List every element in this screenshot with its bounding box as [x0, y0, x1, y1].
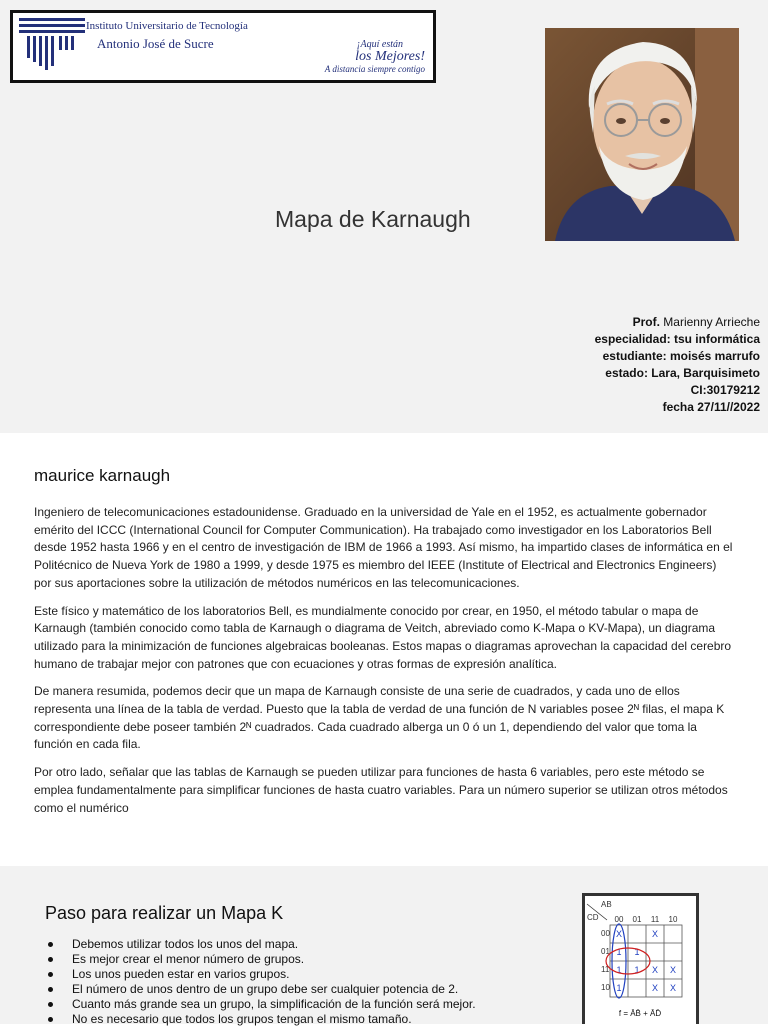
kmap-cell: X [651, 983, 659, 993]
author-info [595, 314, 760, 416]
kmap-var-left: CD [587, 913, 599, 922]
professor-name: Marienny Arrieche [663, 315, 760, 329]
state-line [595, 365, 760, 382]
kmap-row-label: 10 [601, 983, 610, 992]
student-line [595, 348, 760, 365]
kmap-col-label: 00 [614, 915, 624, 924]
list-item: Cuanto más grande sea un grupo, la simplificación de la función será mejor. [46, 997, 476, 1012]
list-item: El número de unos dentro de un grupo debe ser cualquier potencia de 2. [46, 982, 476, 997]
slogan-line3: A distancia siempre contigo [324, 64, 425, 74]
karnaugh-portrait [545, 28, 739, 241]
list-item: Es mejor crear el menor número de grupos. [46, 952, 476, 967]
biography-paragraph: De manera resumida, podemos decir que un mapa de Karnaugh consiste de una serie de cuadrados, y cada uno de ellos representa una línea de la tabla de verdad. Puesto que la tabla de verdad de una función de N variables posee 2ᴺ filas, el mapa K correspondiente debe poseer también 2ᴺ cuadrados. Cada cuadrado alberga un 0 ó un 1, dependiendo del valor que toma la función en cada fila. [34, 684, 725, 752]
kmap-cell: 1 [616, 947, 622, 957]
slogan-line1: ¡Aquí están [356, 39, 403, 50]
specialty-line [595, 331, 760, 348]
kmap-row-label: 00 [601, 929, 610, 938]
kmap-cell: X [615, 929, 623, 939]
specialty-text: especialidad: tsu informática [594, 332, 760, 346]
kmap-cell: 1 [634, 947, 640, 957]
kmap-row-label: 01 [601, 947, 610, 956]
institution-name: Instituto Universitario de Tecnología [86, 20, 248, 32]
slogan [325, 40, 425, 75]
karnaugh-map-figure [582, 893, 699, 1024]
kmap-col-label: 11 [650, 915, 660, 924]
karnaugh-map [585, 896, 696, 1024]
list-item: Debemos utilizar todos los unos del mapa. [46, 937, 476, 952]
list-item: No es necesario que todos los grupos tengan el mismo tamaño. [46, 1012, 476, 1027]
list-item: Los unos pueden estar en varios grupos. [46, 967, 476, 982]
biography-paragraph: Este físico y matemático de los laboratorios Bell, es mundialmente conocido por crear, en 1950, el método tabular o mapa de Karnaugh (también conocido como tabla de Karnaugh o diagrama de Veitch, abreviado como K-Mapa o KV-Mapa), un diagrama utilizado para la minimización de funciones algebraicas booleanas. Estos mapas o diagramas aprovechan la capacidad del cerebro humano de trabajar mejor con patrones que con ecuaciones y otras formas de expresión analítica. [34, 603, 732, 671]
id-line [595, 382, 760, 399]
biography-paragraph: Por otro lado, señalar que las tablas de Karnaugh se pueden utilizar para funciones de hasta 6 variables, pero este método se emplea fundamentalmente para simplificar funciones de hasta cuatro variables. Para un número superior se utilizan otros métodos como el numérico [34, 765, 728, 815]
kmap-cell: X [669, 983, 677, 993]
professor-line [595, 314, 760, 331]
id-text: CI:30179212 [690, 383, 760, 397]
steps-list [46, 937, 476, 1027]
kmap-cell: 1 [616, 983, 622, 993]
state-text: estado: Lara, Barquisimeto [605, 366, 760, 380]
biography-heading: maurice karnaugh [34, 466, 171, 485]
kmap-row-label: 11 [601, 965, 610, 974]
kmap-col-label: 10 [668, 915, 678, 924]
biography-paragraph: Ingeniero de telecomunicaciones estadounidense. Graduado en la universidad de Yale en el 1952, es actualmente gobernador emérito del ICCC (International Council for Computer Communication). Ha trabajado como investigador en los Laboratorios Bell desde 1952 hasta 1966 y en el centro de investigación de IBM de 1966 a 1993. Así mismo, ha impartido clases de informática en el Politécnico de Nueva York de 1980 a 1999, y desde 1975 es miembro del IEEE (Institute of Electrical and Electronics Engineers) por sus aportaciones sobre la utilización de métodos numéricos en las telecomunicaciones. [34, 505, 733, 590]
kmap-cell: X [651, 929, 659, 939]
kmap-cell: X [651, 965, 659, 975]
slogan-line2: los Mejores! [355, 49, 425, 64]
kmap-formula: f = ĀB̄ + ĀD̄ [618, 1009, 662, 1018]
portrait-image [545, 28, 739, 241]
date-line [595, 399, 760, 416]
institution-logo [10, 10, 436, 83]
page-title: Mapa de Karnaugh [275, 206, 471, 232]
professor-label: Prof. [632, 315, 660, 329]
date-text: fecha 27/11//2022 [662, 400, 760, 414]
kmap-cell: 1 [634, 965, 640, 975]
iutajs-logo-icon [19, 16, 85, 72]
biography-section [34, 466, 734, 827]
kmap-var-top: AB [601, 900, 612, 909]
kmap-col-label: 01 [632, 915, 642, 924]
institution-subname: Antonio José de Sucre [97, 36, 214, 51]
kmap-cell: 1 [616, 965, 622, 975]
student-text: estudiante: moisés marrufo [602, 349, 760, 363]
kmap-cell: X [669, 965, 677, 975]
steps-heading: Paso para realizar un Mapa K [45, 903, 284, 923]
